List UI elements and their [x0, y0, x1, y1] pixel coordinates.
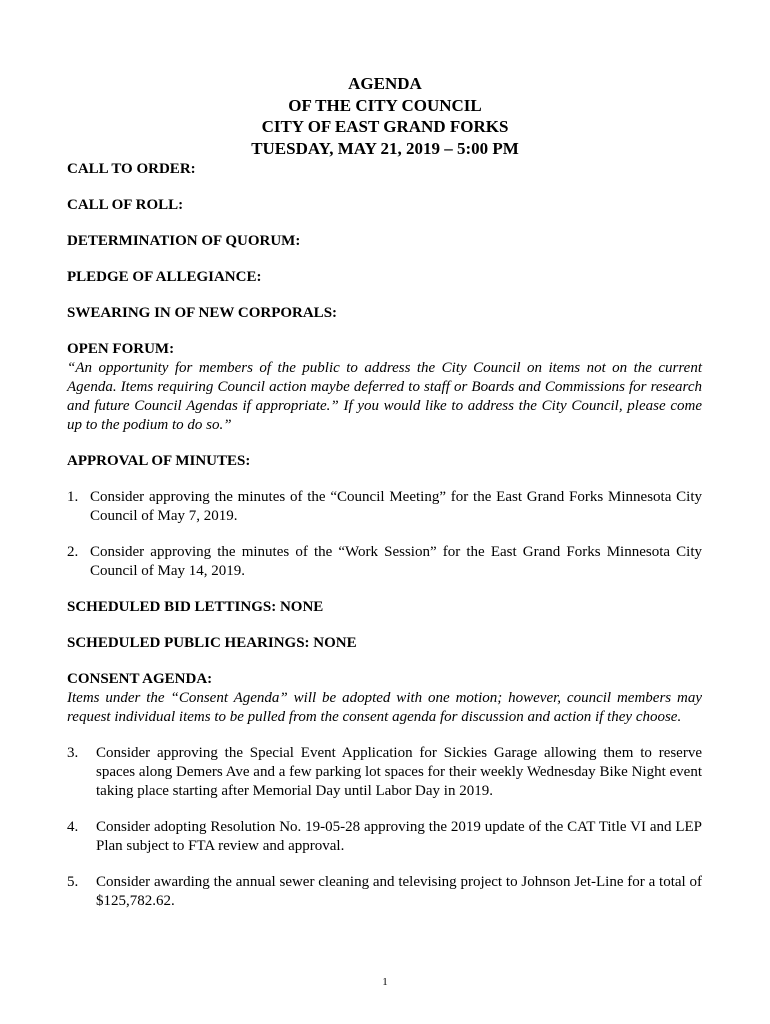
heading-open-forum: OPEN FORUM:	[67, 341, 175, 357]
agenda-item-4	[67, 818, 702, 856]
consent-agenda-description: Items under the “Consent Agenda” will be adopted with one motion; however, council members may request individual items to be pulled from the consent agenda for discussion and action if they choose.	[67, 690, 702, 725]
agenda-item-number: 4.	[67, 819, 79, 835]
agenda-item-text: Consider approving the Special Event Application for Sickies Garage allowing them to reserve spaces along Demers Ave and a few parking lot spaces for their weekly Wednesday Bike Night event taking place starting after Memorial Day until Labor Day in 2019.	[96, 745, 702, 799]
heading-public-hearings: SCHEDULED PUBLIC HEARINGS: NONE	[67, 635, 357, 651]
title-city-name: CITY OF EAST GRAND FORKS	[261, 117, 509, 136]
heading-swearing-in: SWEARING IN OF NEW CORPORALS:	[67, 305, 338, 321]
agenda-item-number: 3.	[67, 745, 79, 761]
title-agenda: AGENDA	[348, 74, 422, 93]
heading-call-to-order: CALL TO ORDER:	[67, 161, 196, 177]
heading-pledge: PLEDGE OF ALLEGIANCE:	[67, 269, 262, 285]
agenda-item-1	[67, 488, 702, 526]
agenda-item-2	[67, 543, 702, 581]
agenda-item-text: Consider approving the minutes of the “Work Session” for the East Grand Forks Minnesota City Council of May 14, 2019.	[90, 544, 702, 579]
agenda-item-text: Consider adopting Resolution No. 19-05-28 approving the 2019 update of the CAT Title VI and LEP Plan subject to FTA review and approval.	[96, 819, 702, 854]
agenda-item-5	[67, 873, 702, 911]
agenda-title-block	[0, 73, 770, 159]
heading-bid-lettings: SCHEDULED BID LETTINGS: NONE	[67, 599, 324, 615]
agenda-item-number: 2.	[67, 544, 79, 560]
agenda-item-number: 5.	[67, 874, 79, 890]
agenda-content	[67, 160, 702, 911]
agenda-item-text: Consider awarding the annual sewer cleaning and televising project to Johnson Jet-Line for a total of $125,782.62.	[96, 874, 702, 909]
page-number: 1	[382, 976, 388, 988]
agenda-item-number: 1.	[67, 489, 79, 505]
title-city-council: OF THE CITY COUNCIL	[288, 95, 482, 115]
heading-approval-of-minutes: APPROVAL OF MINUTES:	[67, 453, 251, 469]
title-meeting-date: TUESDAY, MAY 21, 2019 – 5:00 PM	[251, 138, 519, 158]
heading-call-of-roll: CALL OF ROLL:	[67, 197, 184, 213]
agenda-item-3	[67, 744, 702, 801]
open-forum-description: “An opportunity for members of the public to address the City Council on items not on the current Agenda. Items requiring Council action maybe deferred to staff or Boards and Commissions for research and future Council Agendas if appropriate.” If you would like to address the City Council, please come up to the podium to do so.”	[67, 360, 702, 433]
heading-consent-agenda: CONSENT AGENDA:	[67, 671, 213, 687]
agenda-item-text: Consider approving the minutes of the “Council Meeting” for the East Grand Forks Minnesota City Council of May 7, 2019.	[90, 489, 702, 524]
heading-quorum: DETERMINATION OF QUORUM:	[67, 233, 301, 249]
